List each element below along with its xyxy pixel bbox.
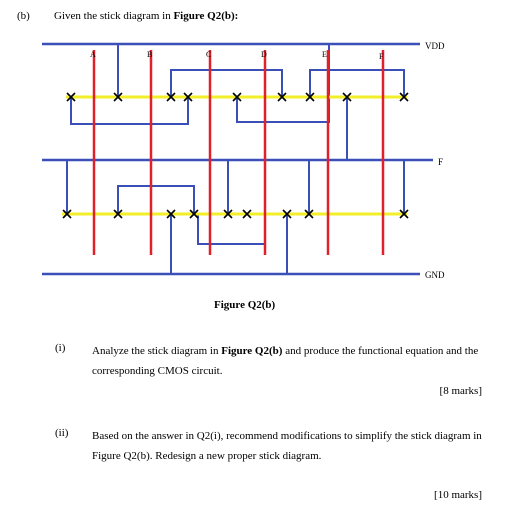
q1-text-a: Analyze the stick diagram in	[92, 345, 222, 357]
part-label: (b)	[17, 10, 30, 22]
metal-link-3	[310, 70, 404, 97]
marks-i: [8 marks]	[439, 385, 482, 397]
metal-link-4	[118, 186, 194, 214]
q1-text-b: and produce the functional equation and the corresponding CMOS circuit.	[92, 345, 479, 377]
column-label-b: B	[147, 50, 153, 59]
prompt-figure-ref: Figure Q2(b):	[173, 10, 239, 22]
question-number-i: (i)	[55, 342, 66, 354]
question-number-ii: (ii)	[55, 427, 69, 439]
column-label-f: F	[379, 52, 384, 61]
column-label-e: E	[322, 50, 327, 59]
column-label-d: D	[261, 50, 267, 59]
column-label-a: A	[90, 50, 96, 59]
marks-ii: [10 marks]	[434, 489, 482, 501]
gnd-label: GND	[425, 270, 445, 280]
question-text-ii: Based on the answer in Q2(i), recommend modifications to simplify the stick diagram in Figure Q2(b). Redesign a new proper stick diagram.	[92, 430, 482, 462]
column-label-c: C	[206, 50, 212, 59]
metal-link-1	[71, 97, 188, 124]
figure-caption: Figure Q2(b)	[214, 299, 276, 311]
prompt-text: Given the stick diagram in	[54, 10, 174, 22]
output-label: F	[438, 157, 444, 167]
q1-figure-ref: Figure Q2(b)	[221, 345, 283, 357]
question-text-i	[92, 341, 492, 381]
vdd-label: VDD	[425, 41, 445, 51]
